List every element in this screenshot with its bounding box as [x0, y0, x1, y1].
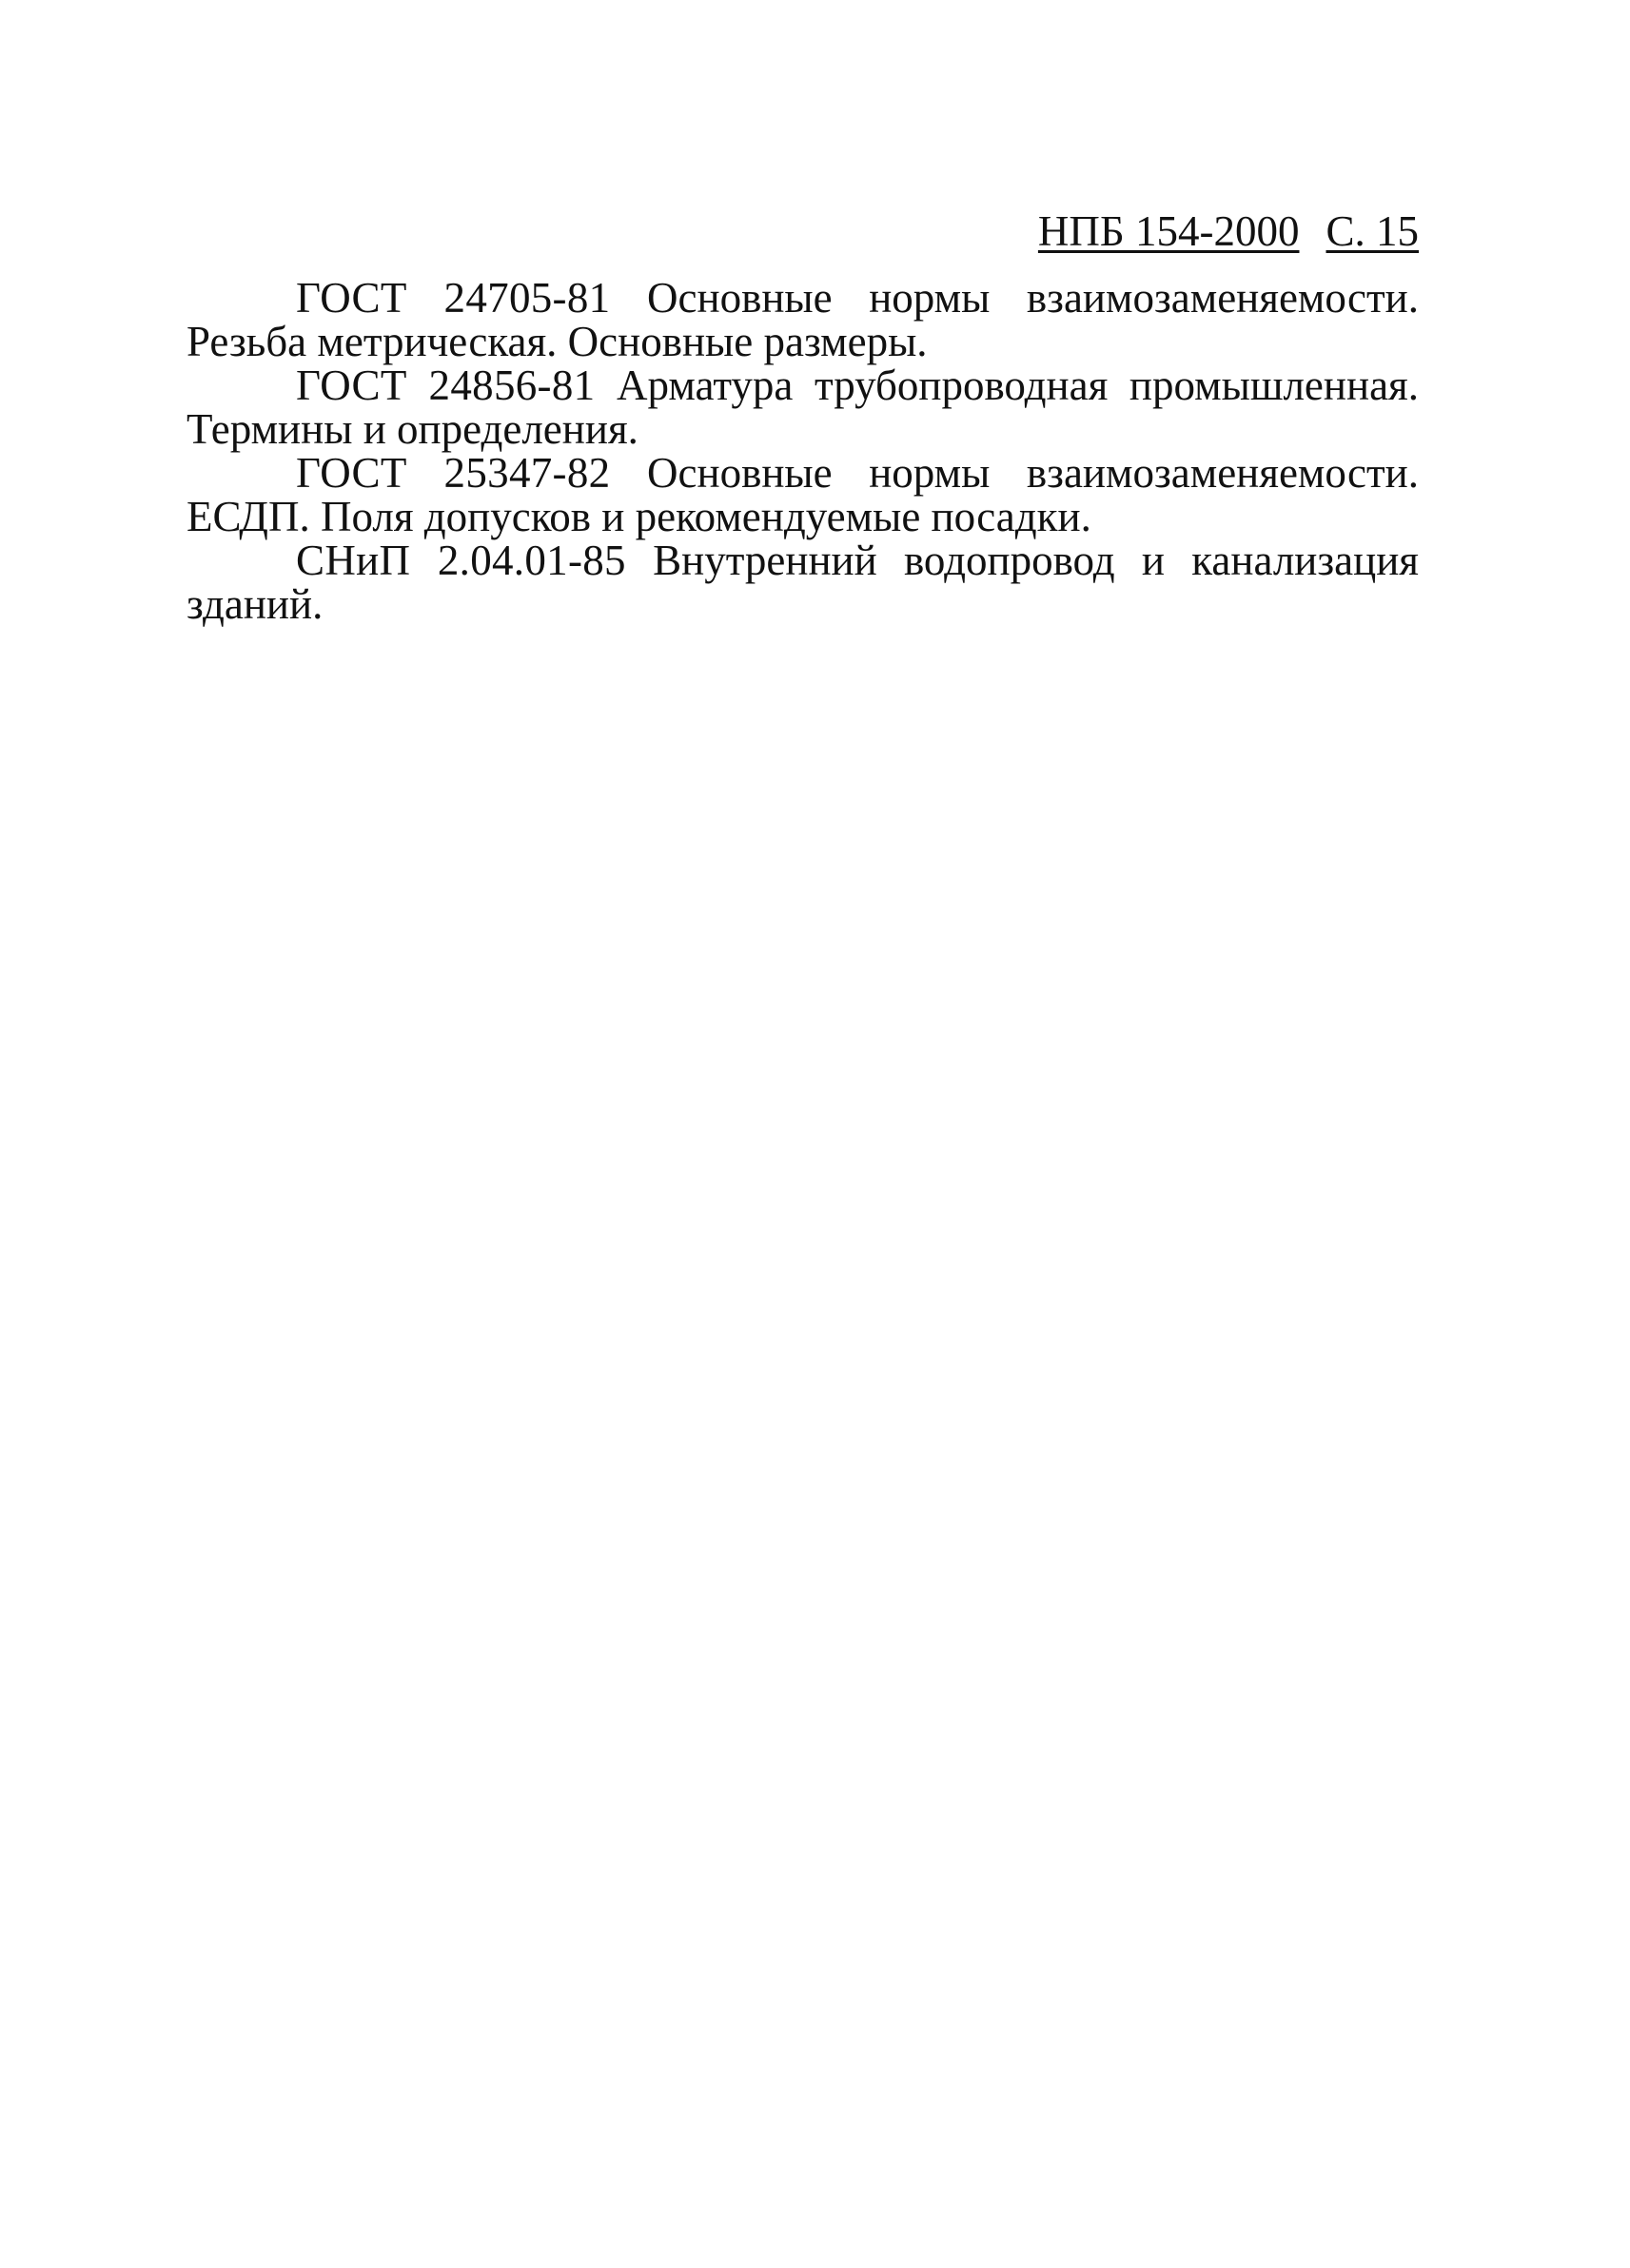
references-list — [187, 276, 1419, 626]
running-header — [1038, 207, 1419, 255]
reference-code: СНиП 2.04.01-85 — [296, 537, 626, 584]
reference-entry — [187, 538, 1419, 626]
document-code: НПБ 154-2000 — [1037, 207, 1300, 255]
page-number: С. 15 — [1326, 207, 1419, 255]
reference-title: Арматура трубопроводная промышленная. Термины и определения. — [187, 362, 1419, 453]
reference-entry — [187, 363, 1419, 451]
reference-code: ГОСТ 24856-81 — [296, 362, 596, 409]
reference-title: Основные нормы взаимозаменяемости. ЕСДП. Поля допусков и рекомендуемые посадки. — [187, 449, 1419, 540]
reference-entry — [187, 451, 1419, 538]
reference-title: Внутренний водопровод и канализация зданий. — [187, 537, 1419, 628]
reference-entry — [187, 276, 1419, 363]
reference-code: ГОСТ 25347-82 — [296, 449, 611, 497]
reference-title: Основные нормы взаимозаменяемости. Резьба метрическая. Основные размеры. — [187, 274, 1419, 365]
reference-code: ГОСТ 24705-81 — [296, 274, 611, 322]
